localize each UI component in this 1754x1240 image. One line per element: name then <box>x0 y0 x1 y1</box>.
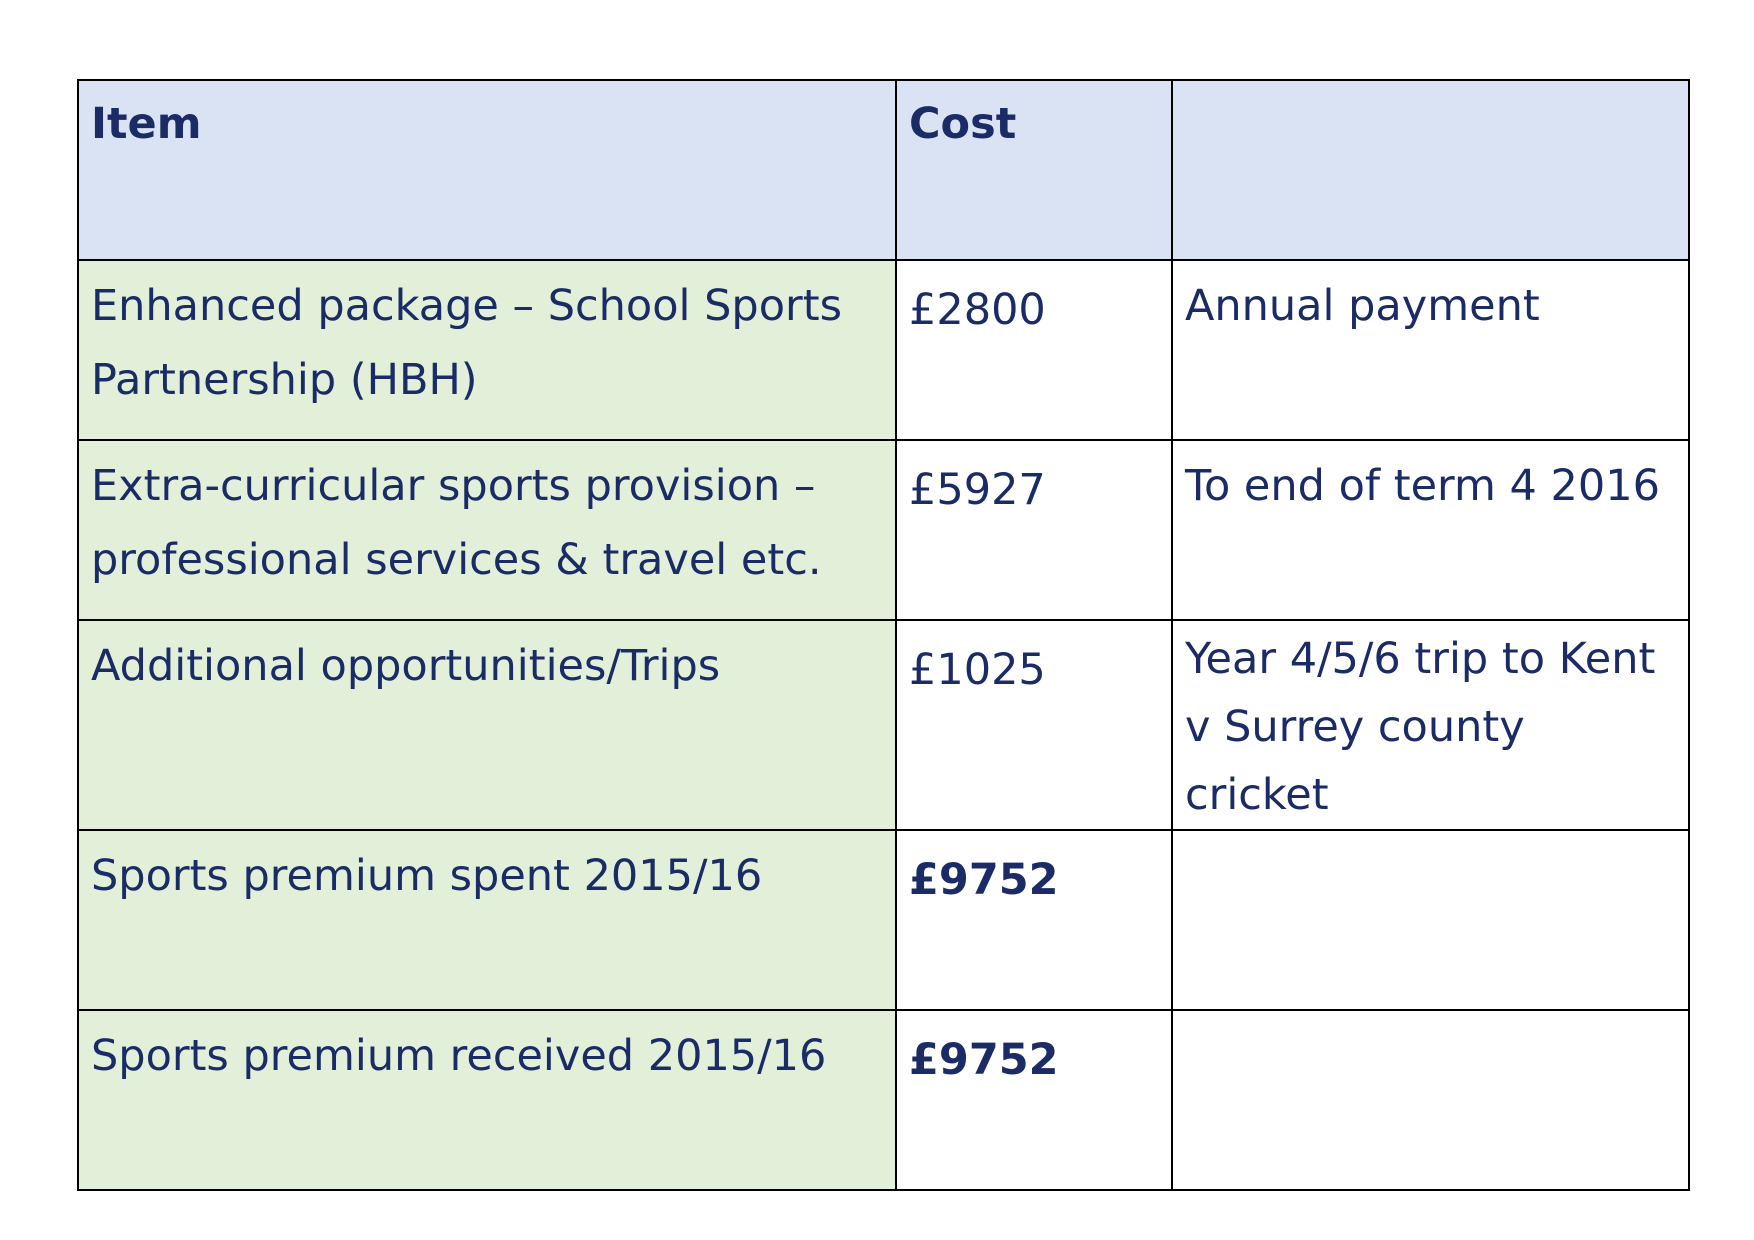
item-cell: Sports premium spent 2015/16 <box>78 830 896 1010</box>
total-received-cell: £9752 <box>896 1010 1172 1190</box>
item-cell: Extra-curricular sports provision – professional services & travel etc. <box>78 440 896 620</box>
note-cell: To end of term 4 2016 <box>1172 440 1689 620</box>
header-item: Item <box>78 80 896 260</box>
cost-cell: £2800 <box>896 260 1172 440</box>
cost-cell: £5927 <box>896 440 1172 620</box>
table-row <box>78 260 1689 440</box>
header-note <box>1172 80 1689 260</box>
note-cell: Year 4/5/6 trip to Kent v Surrey county cricket <box>1172 620 1689 830</box>
table-row <box>78 440 1689 620</box>
note-cell <box>1172 1010 1689 1190</box>
total-spent-cell: £9752 <box>896 830 1172 1010</box>
table-row <box>78 830 1689 1010</box>
note-cell: Annual payment <box>1172 260 1689 440</box>
sports-premium-table <box>77 79 1690 1191</box>
item-cell: Enhanced package – School Sports Partnership (HBH) <box>78 260 896 440</box>
table-row <box>78 620 1689 830</box>
item-cell: Sports premium received 2015/16 <box>78 1010 896 1190</box>
item-cell: Additional opportunities/Trips <box>78 620 896 830</box>
table-row <box>78 1010 1689 1190</box>
note-cell <box>1172 830 1689 1010</box>
header-cost: Cost <box>896 80 1172 260</box>
cost-cell: £1025 <box>896 620 1172 830</box>
table-header-row <box>78 80 1689 260</box>
